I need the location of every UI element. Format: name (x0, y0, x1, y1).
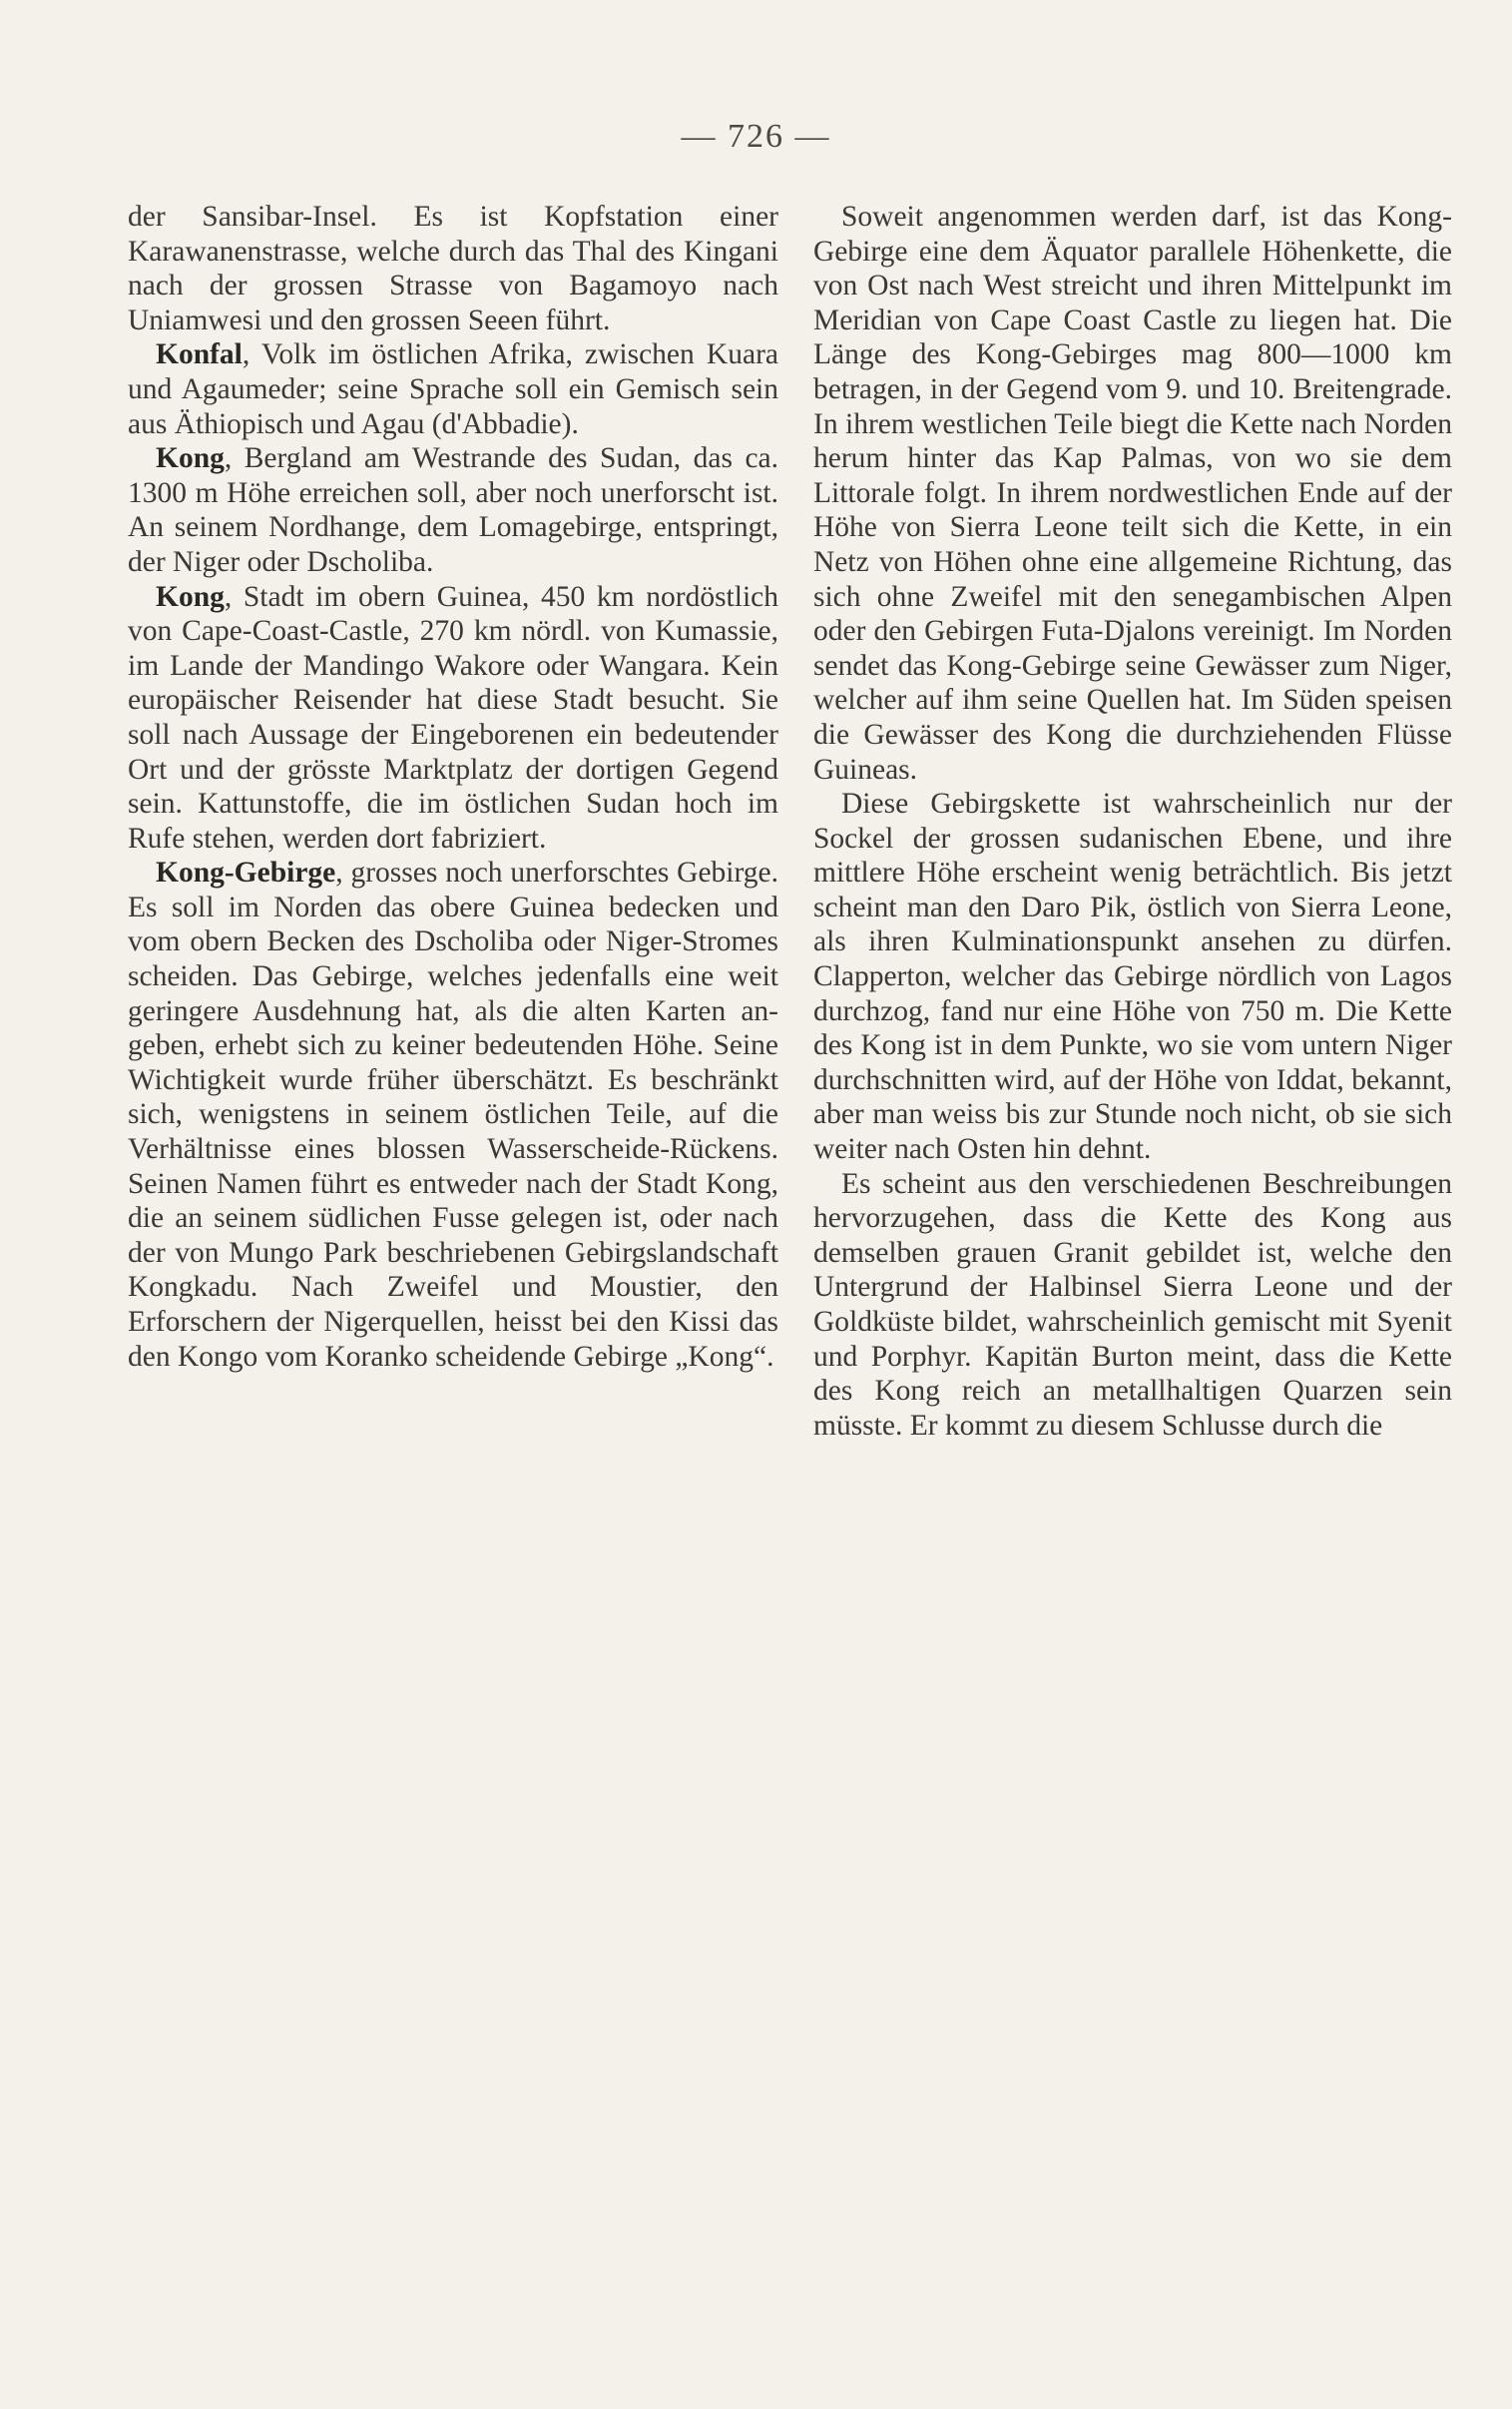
entry-text: , Bergland am Westrande des Sudan, das ca. 1300 m Höhe erreichen soll, aber noch unerforscht ist. An seinem Nordhange, dem Lomagebirge, entspringt, der Niger oder Dscholiba. (128, 442, 778, 578)
entry-term: Kong (156, 442, 225, 475)
paragraph: Es scheint aus den verschiedenen Beschreibungen hervorzugehen, dass die Kette des Kong aus demselben grauen Granit gebildet ist, welche den Untergrund der Halbinsel Sierra Leone und der Goldküste bildet, wahrscheinlich gemischt mit Syenit und Porphyr. Kapitän Burton meint, dass die Kette des Kong reich an metallhaltigen Quarzen sein müsste. Er kommt zu diesem Schlusse durch die (813, 1167, 1452, 1442)
paragraph-continuation: der Sansibar-Insel. Es ist Kopfstation einer Karawanenstrasse, welche durch das Thal des Kingani nach der grossen Strasse von Bagamoyo nach Uniamwesi und den grossen Seeen führt. (128, 201, 778, 336)
entry-term: Konfal (156, 338, 243, 371)
paragraph: Soweit angenommen werden darf, ist das Kong-Gebirge eine dem Äquator parallele Höhenkette, die von Ost nach West streicht und ihren Mittelpunkt im Meridian von Cape Coast Castle zu liegen hat. Die Länge des Kong-Gebirges mag 800—1000 km betragen, in der Gegend vom 9. und 10. Breitengrade. In ihrem westlichen Teile biegt die Kette nach Norden herum hinter das Kap Palmas, von wo sie dem Littorale folgt. In ihrem nordwestlichen Ende auf der Höhe von Sierra Leone teilt sich die Kette, in ein Netz von Höhen ohne eine allgemeine Richtung, das sich ohne Zweifel mit den senegambischen Alpen oder den Gebirgen Futa-Djalons vereinigt. Im Norden sendet das Kong-Gebirge seine Gewässer zum Niger, welcher auf ihm seine Quellen hat. Im Süden speisen die Gewässer des Kong die durchziehenden Flüsse Guineas. (813, 201, 1452, 786)
right-column (813, 200, 1452, 1443)
entry-kong-stadt (128, 580, 778, 857)
entry-text: , Volk im östlichen Afrika, zwischen Kuara und Agaumeder; seine Sprache soll ein Gemisch sein aus Äthiopisch und Agau (d'Abbadie). (128, 338, 778, 440)
entry-term: Kong-Gebirge (156, 857, 336, 890)
page-number: — 726 — (681, 118, 831, 155)
paragraph: Diese Gebirgskette ist wahrscheinlich nur der Sockel der grossen sudanischen Ebene, und ihre mittlere Höhe erscheint wenig beträchtlich. Bis jetzt scheint man den Daro Pik, östlich von Sierra Leone, als ihren Kulminationspunkt ansehen zu dürfen. Clapperton, welcher das Gebirge nördlich von Lagos durchzog, fand nur eine Höhe von 750 m. Die Kette des Kong ist in dem Punkte, wo sie vom untern Niger durchschnitten wird, auf der Höhe von Iddat, bekannt, aber man weiss bis zur Stunde noch nicht, ob sie sich weiter nach Osten hin dehnt. (813, 788, 1452, 1166)
entry-konfal (128, 337, 778, 441)
entry-kong-gebirge (128, 856, 778, 1374)
entry-text: , Stadt im obern Guinea, 450 km nordöstlich von Cape-Coast-Castle, 270 km nördl. von Kumassie, im Lande der Mandingo Wakore oder Wangara. Kein europäischer Reisender hat diese Stadt besucht. Sie soll nach Aussage der Eingeborenen ein bedeutender Ort und der grösste Marktplatz der dortigen Gegend sein. Kattunstoffe, die im östlichen Sudan hoch im Rufe stehen, werden dort fabriziert. (128, 580, 778, 855)
left-column (128, 200, 778, 1374)
entry-term: Kong (156, 580, 225, 613)
entry-text: , grosses noch unerforschtes Gebirge. Es soll im Norden das obere Guinea bedecken und vom obern Becken des Dscholiba oder Niger-Stromes scheiden. Das Gebirge, welches jedenfalls eine weit geringere Ausdehnung hat, als die alten Karten angeben, erhebt sich zu keiner bedeutenden Höhe. Seine Wichtigkeit wurde früher überschätzt. Es beschränkt sich, wenigstens in seinem östlichen Teile, auf die Verhältnisse eines blossen Wasserscheide-Rückens. Seinen Namen führt es entweder nach der Stadt Kong, die an seinem südlichen Fusse gelegen ist, oder nach der von Mungo Park beschriebenen Gebirgslandschaft Kongkadu. Nach Zweifel und Moustier, den Erforschern der Nigerquellen, heisst bei den Kissi das den Kongo vom Koranko scheidende Gebirge „Kong“. (128, 857, 778, 1373)
entry-kong-bergland (128, 441, 778, 579)
